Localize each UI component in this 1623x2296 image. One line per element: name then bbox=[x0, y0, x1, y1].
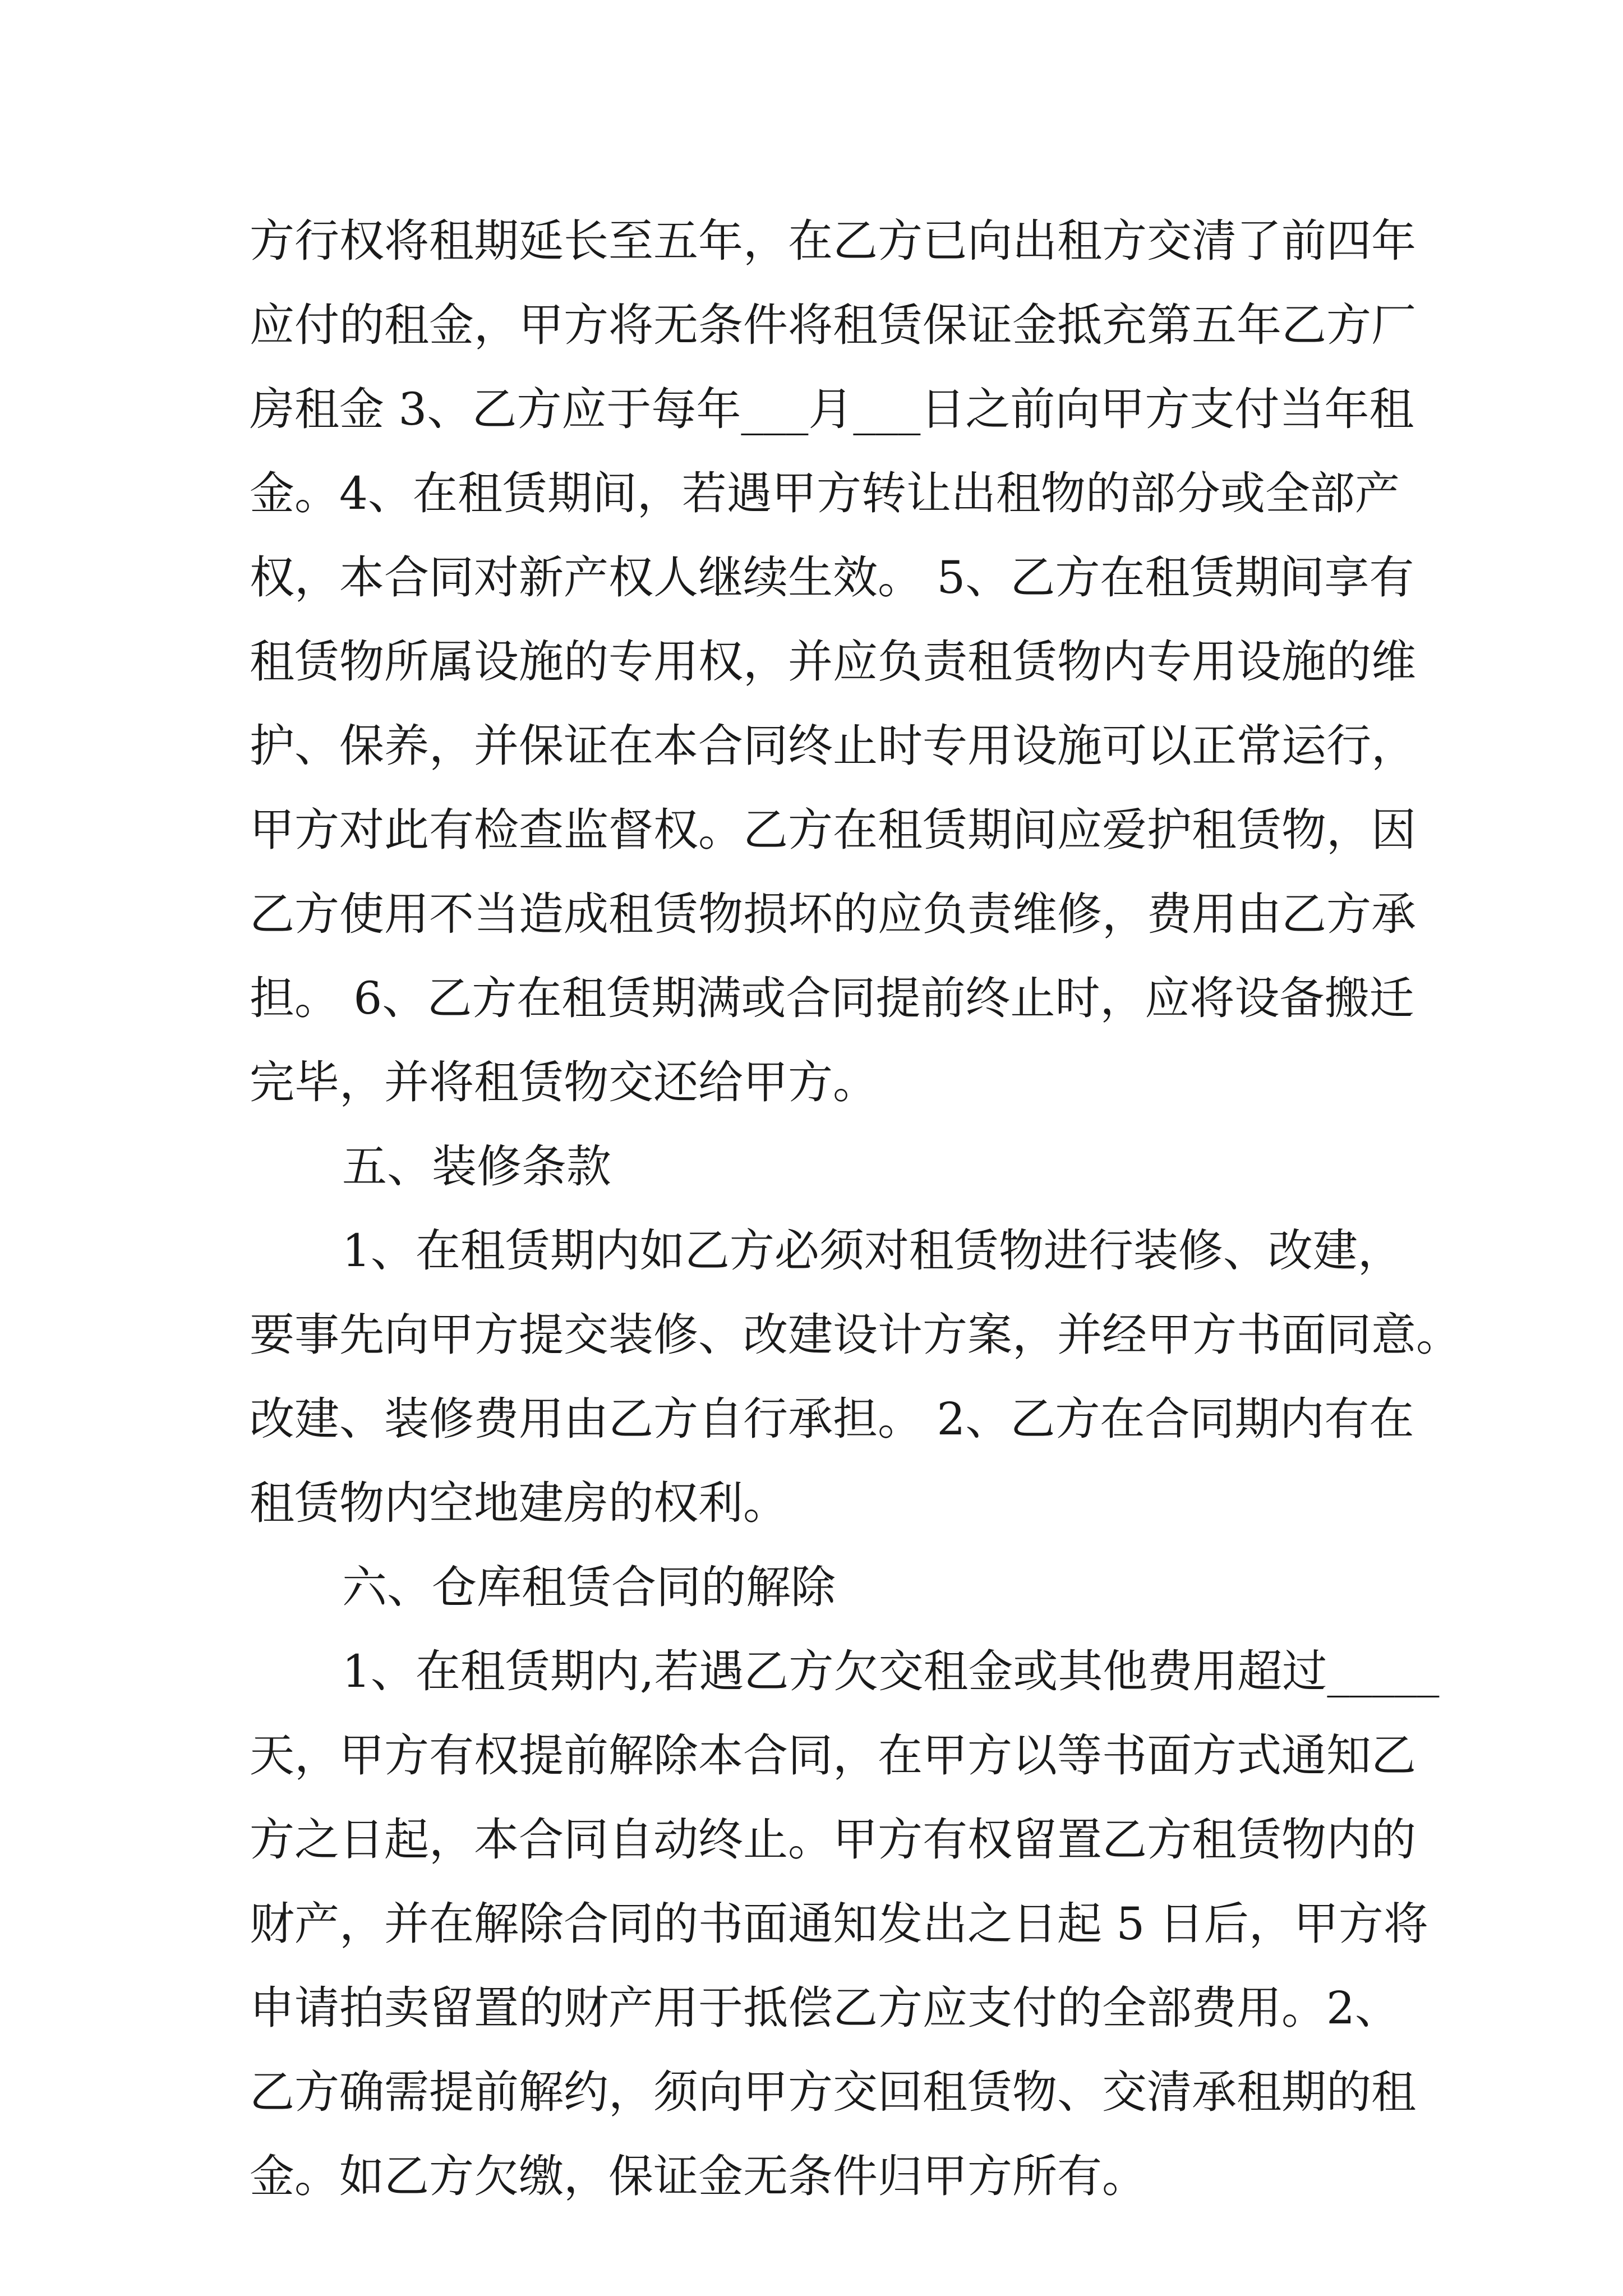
text-line: 要事先向甲方提交装修、改建设计方案，并经甲方书面同意。 bbox=[250, 1309, 1461, 1361]
text-line: 天，甲方有权提前解除本合同，在甲方以等书面方式通知乙 bbox=[250, 1729, 1416, 1782]
text-line: 改建、装修费用由乙方自行承担。 2、乙方在合同期内有在 bbox=[250, 1393, 1414, 1445]
text-line: 应付的租金，甲方将无条件将租赁保证金抵充第五年乙方厂 bbox=[250, 299, 1416, 351]
text-line: 护、保养，并保证在本合同终止时专用设施可以正常运行， bbox=[250, 720, 1416, 772]
text-line: 乙方使用不当造成租赁物损坏的应负责维修，费用由乙方承 bbox=[250, 888, 1416, 940]
section-heading: 五、装修条款 bbox=[342, 1140, 611, 1193]
text-line: 1、在租赁期内如乙方必须对租赁物进行装修、改建， bbox=[342, 1225, 1403, 1277]
text-line: 申请拍卖留置的财产用于抵偿乙方应支付的全部费用。2、 bbox=[250, 1982, 1400, 2034]
text-line: 担。 6、乙方在租赁期满或合同提前终止时，应将设备搬迁 bbox=[250, 972, 1414, 1024]
text-line: 1、在租赁期内,若遇乙方欠交租金或其他费用超过_____ bbox=[342, 1645, 1440, 1697]
text-line: 完毕，并将租赁物交还给甲方。 bbox=[250, 1056, 878, 1108]
text-line: 权，本合同对新产权人继续生效。 5、乙方在租赁期间享有 bbox=[250, 551, 1414, 604]
text-line: 乙方确需提前解约，须向甲方交回租赁物、交清承租期的租 bbox=[250, 2066, 1416, 2118]
text-line: 金。4、在租赁期间，若遇甲方转让出租物的部分或全部产 bbox=[250, 467, 1400, 519]
text-line: 甲方对此有检查监督权。乙方在租赁期间应爱护租赁物，因 bbox=[250, 804, 1416, 856]
text-line: 方行权将租期延长至五年，在乙方已向出租方交清了前四年 bbox=[250, 215, 1416, 267]
text-line: 租赁物所属设施的专用权，并应负责租赁物内专用设施的维 bbox=[250, 636, 1416, 688]
text-line: 金。如乙方欠缴，保证金无条件归甲方所有。 bbox=[250, 2150, 1147, 2202]
text-line: 财产，并在解除合同的书面通知发出之日起 5 日后，甲方将 bbox=[250, 1898, 1428, 1950]
text-line: 租赁物内空地建房的权利。 bbox=[250, 1477, 788, 1529]
section-heading: 六、仓库租赁合同的解除 bbox=[342, 1561, 836, 1613]
text-line: 房租金 3、乙方应于每年___月___日之前向甲方支付当年租 bbox=[250, 383, 1414, 435]
text-line: 方之日起，本合同自动终止。甲方有权留置乙方租赁物内的 bbox=[250, 1814, 1416, 1866]
